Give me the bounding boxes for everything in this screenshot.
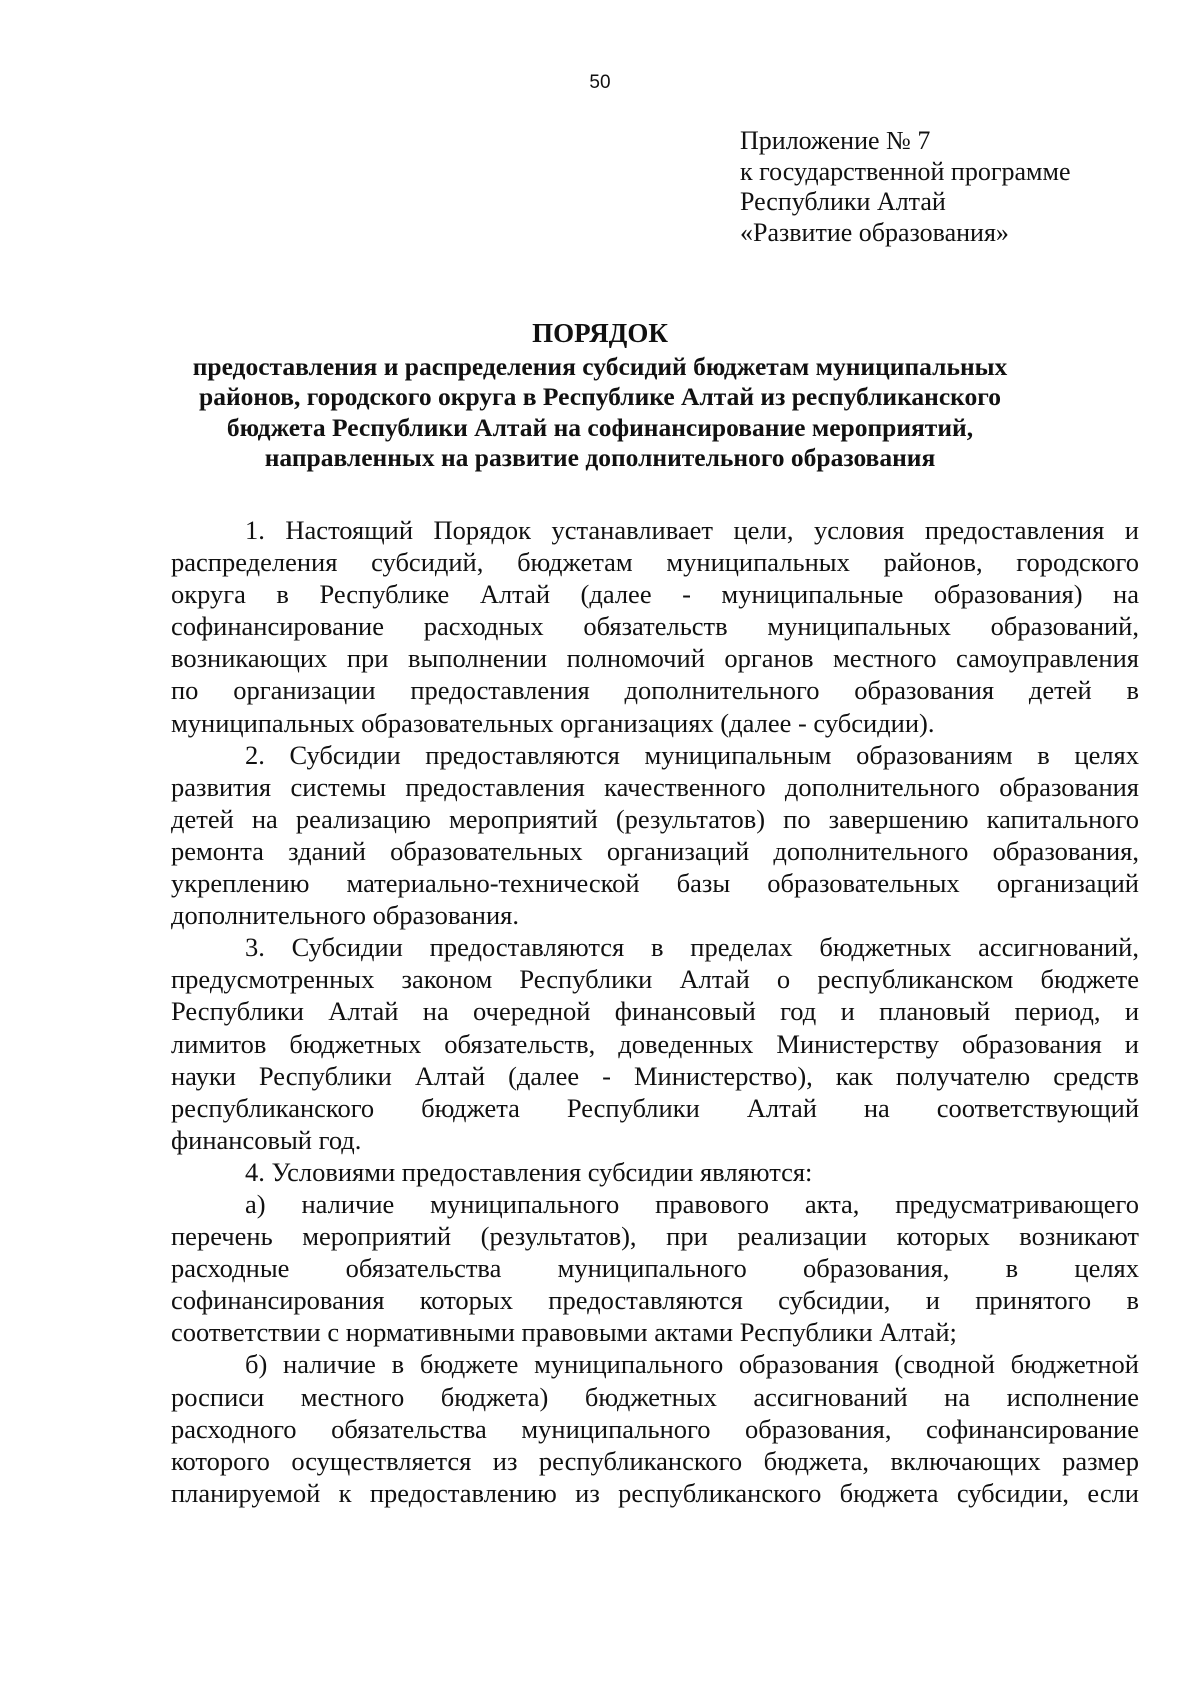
- paragraph: [171, 931, 1139, 1156]
- paragraph-line: развития системы предоставления качественного дополнительного образования: [171, 771, 1139, 802]
- subtitle-line: предоставления и распределения субсидий бюджетам муниципальных: [192, 351, 1008, 381]
- paragraph: [171, 739, 1139, 932]
- paragraph-line: Республики Алтай на очередной финансовый год и плановый период, и: [171, 996, 1139, 1027]
- subtitle-line: районов, городского округа в Республике Алтай из республиканского: [199, 382, 1001, 411]
- paragraph-line: росписи местного бюджета) бюджетных ассигнований на исполнение: [171, 1381, 1139, 1412]
- paragraph-line: распределения субсидий, бюджетам муниципальных районов, городского: [171, 547, 1139, 578]
- document-title: ПОРЯДОК: [532, 318, 668, 348]
- paragraph-line: лимитов бюджетных обязательств, доведенных Министерству образования и: [171, 1028, 1139, 1059]
- paragraph: [171, 1348, 1139, 1508]
- paragraph-line: финансовый год.: [171, 1124, 362, 1155]
- paragraph-line: дополнительного образования.: [171, 900, 519, 931]
- paragraph-line: детей на реализацию мероприятий (результатов) по завершению капитального: [171, 803, 1139, 834]
- paragraph: [171, 514, 1139, 739]
- paragraph-line: 4. Условиями предоставления субсидии являются:: [245, 1156, 813, 1187]
- paragraph: [171, 1188, 1139, 1348]
- paragraph-line: науки Республики Алтай (далее - Министерство), как получателю средств: [171, 1060, 1139, 1091]
- subtitle-line: бюджета Республики Алтай на софинансирование мероприятий,: [226, 412, 974, 442]
- attachment-line: Приложение № 7: [740, 126, 931, 155]
- paragraph-line: б) наличие в бюджете муниципального образования (сводной бюджетной: [245, 1349, 1139, 1380]
- attachment-note: [740, 126, 1160, 248]
- paragraph-line: республиканского бюджета Республики Алтай на соответствующий: [171, 1092, 1139, 1123]
- paragraph-line: перечень мероприятий (результатов), при реализации которых возникают: [171, 1221, 1139, 1252]
- paragraph-line: которого осуществляется из республиканского бюджета, включающих размер: [171, 1445, 1139, 1476]
- paragraph-line: 1. Настоящий Порядок устанавливает цели, условия предоставления и: [245, 515, 1139, 545]
- paragraph-line: 2. Субсидии предоставляются муниципальным образованиям в целях: [245, 739, 1139, 770]
- paragraph-line: а) наличие муниципального правового акта, предусматривающего: [245, 1188, 1139, 1219]
- document-body: [171, 514, 1139, 1509]
- paragraph-line: округа в Республике Алтай (далее - муниципальные образования) на: [171, 579, 1139, 610]
- paragraph-line: ремонта зданий образовательных организаций дополнительного образования,: [171, 835, 1139, 866]
- document-subtitle: [150, 352, 1050, 474]
- paragraph-line: планируемой к предоставлению из республиканского бюджета субсидии, если: [171, 1477, 1139, 1508]
- subtitle-line: направленных на развитие дополнительного образования: [264, 443, 936, 472]
- paragraph-line: расходного обязательства муниципального образования, софинансирование: [171, 1413, 1139, 1444]
- attachment-line: к государственной программе: [740, 156, 1071, 186]
- paragraph-line: соответствии с нормативными правовыми актами Республики Алтай;: [171, 1317, 957, 1348]
- paragraph-line: по организации предоставления дополнительного образования детей в: [171, 675, 1139, 706]
- paragraph: [171, 1156, 1139, 1188]
- paragraph-line: укреплению материально-технической базы образовательных организаций: [171, 868, 1139, 899]
- paragraph-line: предусмотренных законом Республики Алтай о республиканском бюджете: [171, 964, 1139, 995]
- document-header: [150, 318, 1050, 474]
- paragraph-line: возникающих при выполнении полномочий органов местного самоуправления: [171, 643, 1139, 674]
- attachment-line: Республики Алтай: [740, 187, 946, 216]
- paragraph-line: муниципальных образовательных организациях (далее - субсидии).: [171, 707, 935, 738]
- page-number: 50: [589, 72, 611, 93]
- paragraph-line: расходные обязательства муниципального образования, в целях: [171, 1253, 1139, 1284]
- paragraph-line: софинансирование расходных обязательств муниципальных образований,: [171, 611, 1139, 642]
- attachment-line: «Развитие образования»: [740, 217, 1009, 247]
- paragraph-line: 3. Субсидии предоставляются в пределах бюджетных ассигнований,: [245, 932, 1139, 963]
- paragraph-line: софинансирования которых предоставляются субсидии, и принятого в: [171, 1285, 1139, 1316]
